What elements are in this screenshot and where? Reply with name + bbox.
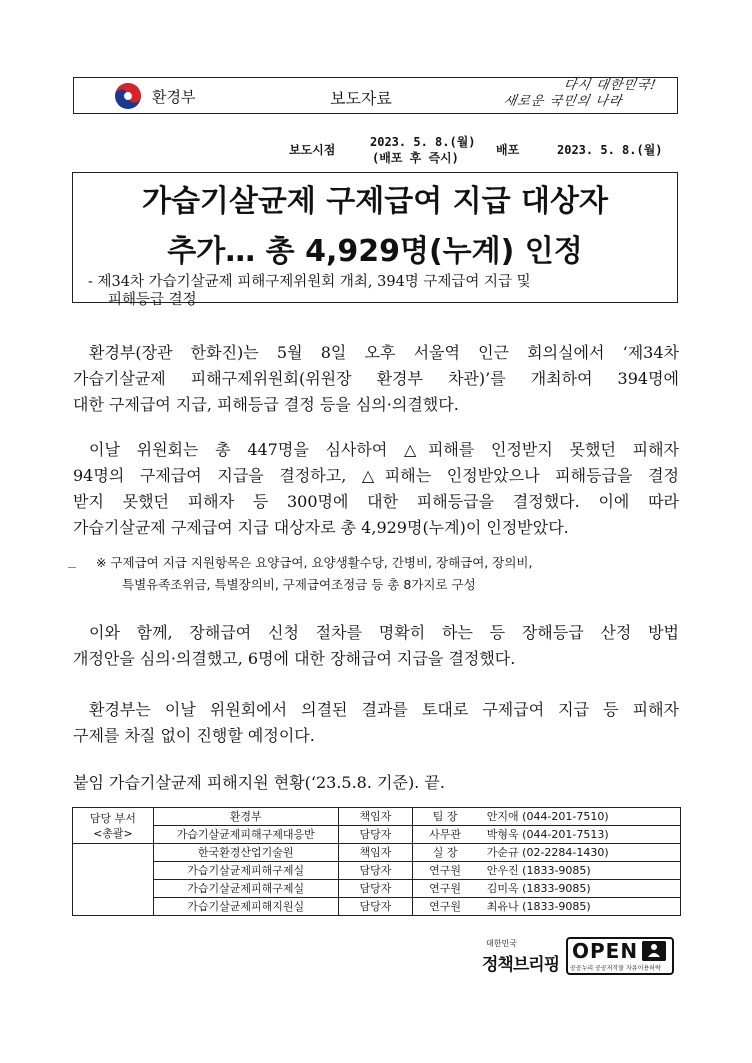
title-cell: 팀 장 (413, 808, 477, 826)
contact-cell: 최유나 (1833-9085) (477, 898, 681, 916)
dept-sublabel: <총괄> (93, 826, 133, 840)
open-label: OPEN (572, 939, 639, 963)
paragraph-line: 받지 못했던 피해자 등 300명에 대한 피해등급을 결정했다. 이에 따라 (73, 492, 679, 511)
paragraph-4 (73, 697, 679, 749)
headline-line-1: 가습기살균제 구제급여 지급 대상자 (141, 184, 609, 219)
release-type-label: 보도자료 (330, 89, 392, 108)
release-time-note: (배포 후 즉시) (372, 151, 459, 165)
paragraph-line: 구제를 차질 없이 진행할 예정이다. (73, 726, 315, 745)
org-cell: 환경부 (153, 808, 338, 826)
paragraph-line: 94명의 구제급여 지급을 결정하고, △피해는 인정받았으나 피해등급을 결정 (73, 466, 679, 485)
slogan-line-2: 새로운 국민의 나라 (502, 94, 624, 109)
paragraph-line: 가습기살균제 구제급여 지급 대상자로 총 4,929명(누계)이 인정받았다. (73, 518, 569, 537)
release-time-label: 보도시점 (289, 143, 336, 157)
org-cell: 한국환경산업기술원 (153, 844, 338, 862)
contact-cell: 김미옥 (1833-9085) (477, 880, 681, 898)
attribution-person-icon (642, 941, 666, 961)
ministry-name: 환경부 (152, 88, 196, 106)
distribution-label: 배포 (496, 143, 520, 157)
org-cell: 가습기살균제피해구제실 (153, 880, 338, 898)
paragraph-line: 환경부는 이날 위원회에서 의결된 결과를 토대로 구제급여 지급 등 피해자 (89, 700, 679, 719)
paragraph-line: 가습기살균제 피해구제위원회(위원장 환경부 차관)’를 개최하여 394명에 (73, 369, 679, 388)
org-cell: 가습기살균제피해구제대응반 (153, 826, 338, 844)
paragraph-line: 개정안을 심의·의결했고, 6명에 대한 장해급여 지급을 결정했다. (73, 649, 516, 668)
table-row (73, 898, 681, 916)
title-cell: 연구원 (413, 862, 477, 880)
role-cell: 담당자 (338, 826, 413, 844)
role-cell: 담당자 (338, 862, 413, 880)
org-cell: 가습기살균제피해지원실 (153, 898, 338, 916)
attachment-note: 붙임 가습기살균제 피해지원 현황(‘23.5.8. 기준). 끝. (73, 773, 445, 792)
blank-cell (73, 844, 154, 916)
table-row (73, 808, 681, 826)
table-row (73, 880, 681, 898)
table-row (73, 844, 681, 862)
table-row (73, 862, 681, 880)
contact-cell: 안우진 (1833-9085) (477, 862, 681, 880)
role-cell: 담당자 (338, 898, 413, 916)
contact-cell: 가순규 (02-2284-1430) (477, 844, 681, 862)
title-cell: 연구원 (413, 880, 477, 898)
headline-line-2: 추가… 총 4,929명(누계) 인정 (167, 234, 583, 269)
role-cell: 책임자 (338, 808, 413, 826)
paragraph-3 (73, 620, 679, 672)
paragraph-line: 이날 위원회는 총 447명을 심사하여 △피해를 인정받지 못했던 피해자 (89, 440, 679, 459)
role-cell: 담당자 (338, 880, 413, 898)
note-line-2: 특별유족조위금, 특별장의비, 구제급여조정금 등 총 8가지로 구성 (122, 577, 476, 592)
contact-table (72, 807, 681, 916)
korea-brief-logo-text: 정책브리핑 (482, 955, 560, 975)
slogan-line-1: 다시 대한민국! (562, 78, 658, 93)
paragraph-1 (73, 340, 679, 418)
open-sublabel: 공공누리 공공저작물 자유이용허락 (570, 965, 661, 972)
title-cell: 사무관 (413, 826, 477, 844)
contact-cell: 안지애 (044-201-7510) (477, 808, 681, 826)
paragraph-line: 대한 구제급여 지급, 피해등급 결정 등을 심의·의결했다. (73, 395, 459, 414)
release-time-date: 2023. 5. 8.(월) (370, 135, 476, 149)
paragraph-line: 이와 함께, 장해급여 신청 절차를 명확히 하는 등 장해등급 산정 방법 (89, 623, 679, 642)
contact-cell: 박형욱 (044-201-7513) (477, 826, 681, 844)
subheadline-line-1: - 제34차 가습기살균제 피해구제위원회 개최, 394명 구제급여 지급 및 (88, 274, 531, 290)
dept-label-cell (73, 808, 154, 844)
paragraph-2 (73, 437, 679, 541)
org-cell: 가습기살균제피해구제실 (153, 862, 338, 880)
paragraph-line: 환경부(장관 한화진)는 5월 8일 오후 서울역 인근 회의실에서 ‘제34차 (89, 343, 679, 362)
dept-label: 담당 부서 (89, 811, 136, 825)
title-cell: 연구원 (413, 898, 477, 916)
note-line-1: ※ 구제급여 지급 지원항목은 요양급여, 요양생활수당, 간병비, 장해급여, 장의비, (96, 555, 533, 570)
korea-brief-small-text: 대한민국 (486, 939, 517, 948)
title-cell: 실 장 (413, 844, 477, 862)
slogan (502, 78, 658, 110)
subheadline-line-2: 피해등급 결정 (108, 292, 197, 308)
table-row (73, 826, 681, 844)
note-marker (68, 567, 76, 568)
distribution-date: 2023. 5. 8.(월) (557, 143, 663, 157)
role-cell: 책임자 (338, 844, 413, 862)
ministry-emblem-icon (114, 82, 142, 110)
